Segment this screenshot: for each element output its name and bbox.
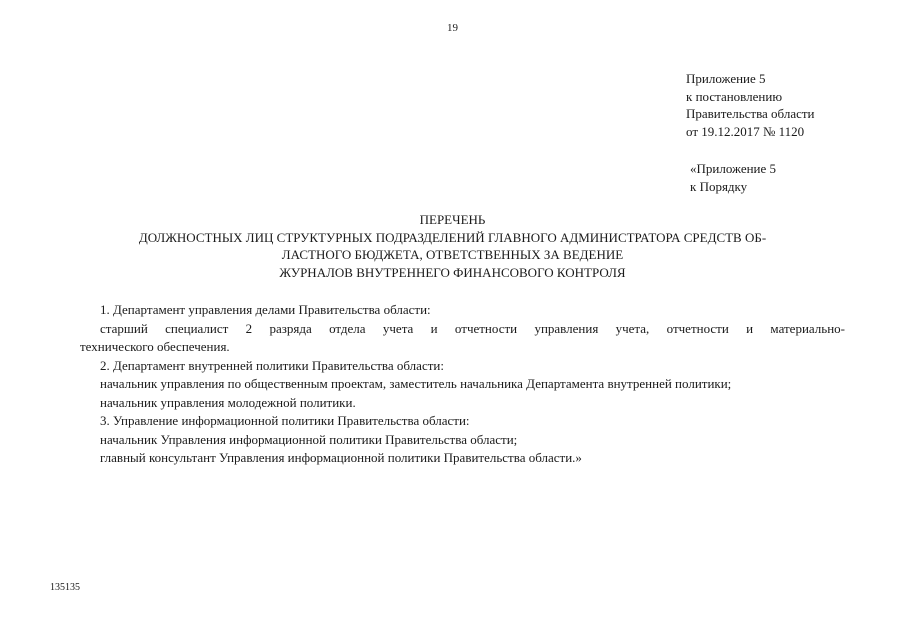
title-line: ПЕРЕЧЕНЬ <box>419 212 486 227</box>
title-line: ДОЛЖНОСТНЫХ ЛИЦ СТРУКТУРНЫХ ПОДРАЗДЕЛЕНИЙ ГЛАВНОГО АДМИНИСТРАТОРА СРЕДСТВ ОБ- <box>138 229 767 245</box>
page-number: 19 <box>447 22 458 34</box>
appendix-line: Правительства области <box>686 106 815 121</box>
appendix-line: к постановлению <box>686 88 783 104</box>
item-heading: 1. Департамент управления делами Правительства области: <box>100 302 431 317</box>
appendix-block <box>686 70 815 140</box>
appendix-line: к Порядку <box>690 178 748 194</box>
appendix-block-2 <box>690 160 776 195</box>
document-title <box>60 211 845 281</box>
item-text: начальник управления по общественным проектам, заместитель начальника Департамента внутренней политики; <box>100 376 732 391</box>
item-text: начальник Управления информационной политики Правительства области; <box>100 431 518 447</box>
item-text: технического обеспечения. <box>80 339 230 354</box>
item-heading: 3. Управление информационной политики Правительства области: <box>100 413 470 428</box>
document-body <box>80 301 845 468</box>
appendix-line: от 19.12.2017 № 1120 <box>686 123 805 139</box>
document-code: 135135 <box>50 582 80 593</box>
appendix-line: Приложение 5 <box>686 71 766 86</box>
item-heading: 2. Департамент внутренней политики Правительства области: <box>100 357 444 373</box>
item-text: главный консультант Управления информационной политики Правительства области.» <box>100 450 582 465</box>
appendix-line: «Приложение 5 <box>690 161 777 176</box>
item-text: старший специалист 2 разряда отдела учета и отчетности управления учета, отчетности и материально- <box>100 320 845 336</box>
item-text: начальник управления молодежной политики. <box>100 394 356 410</box>
title-line: ЛАСТНОГО БЮДЖЕТА, ОТВЕТСТВЕННЫХ ЗА ВЕДЕНИЕ <box>281 247 624 262</box>
title-line: ЖУРНАЛОВ ВНУТРЕННЕГО ФИНАНСОВОГО КОНТРОЛЯ <box>279 264 626 280</box>
